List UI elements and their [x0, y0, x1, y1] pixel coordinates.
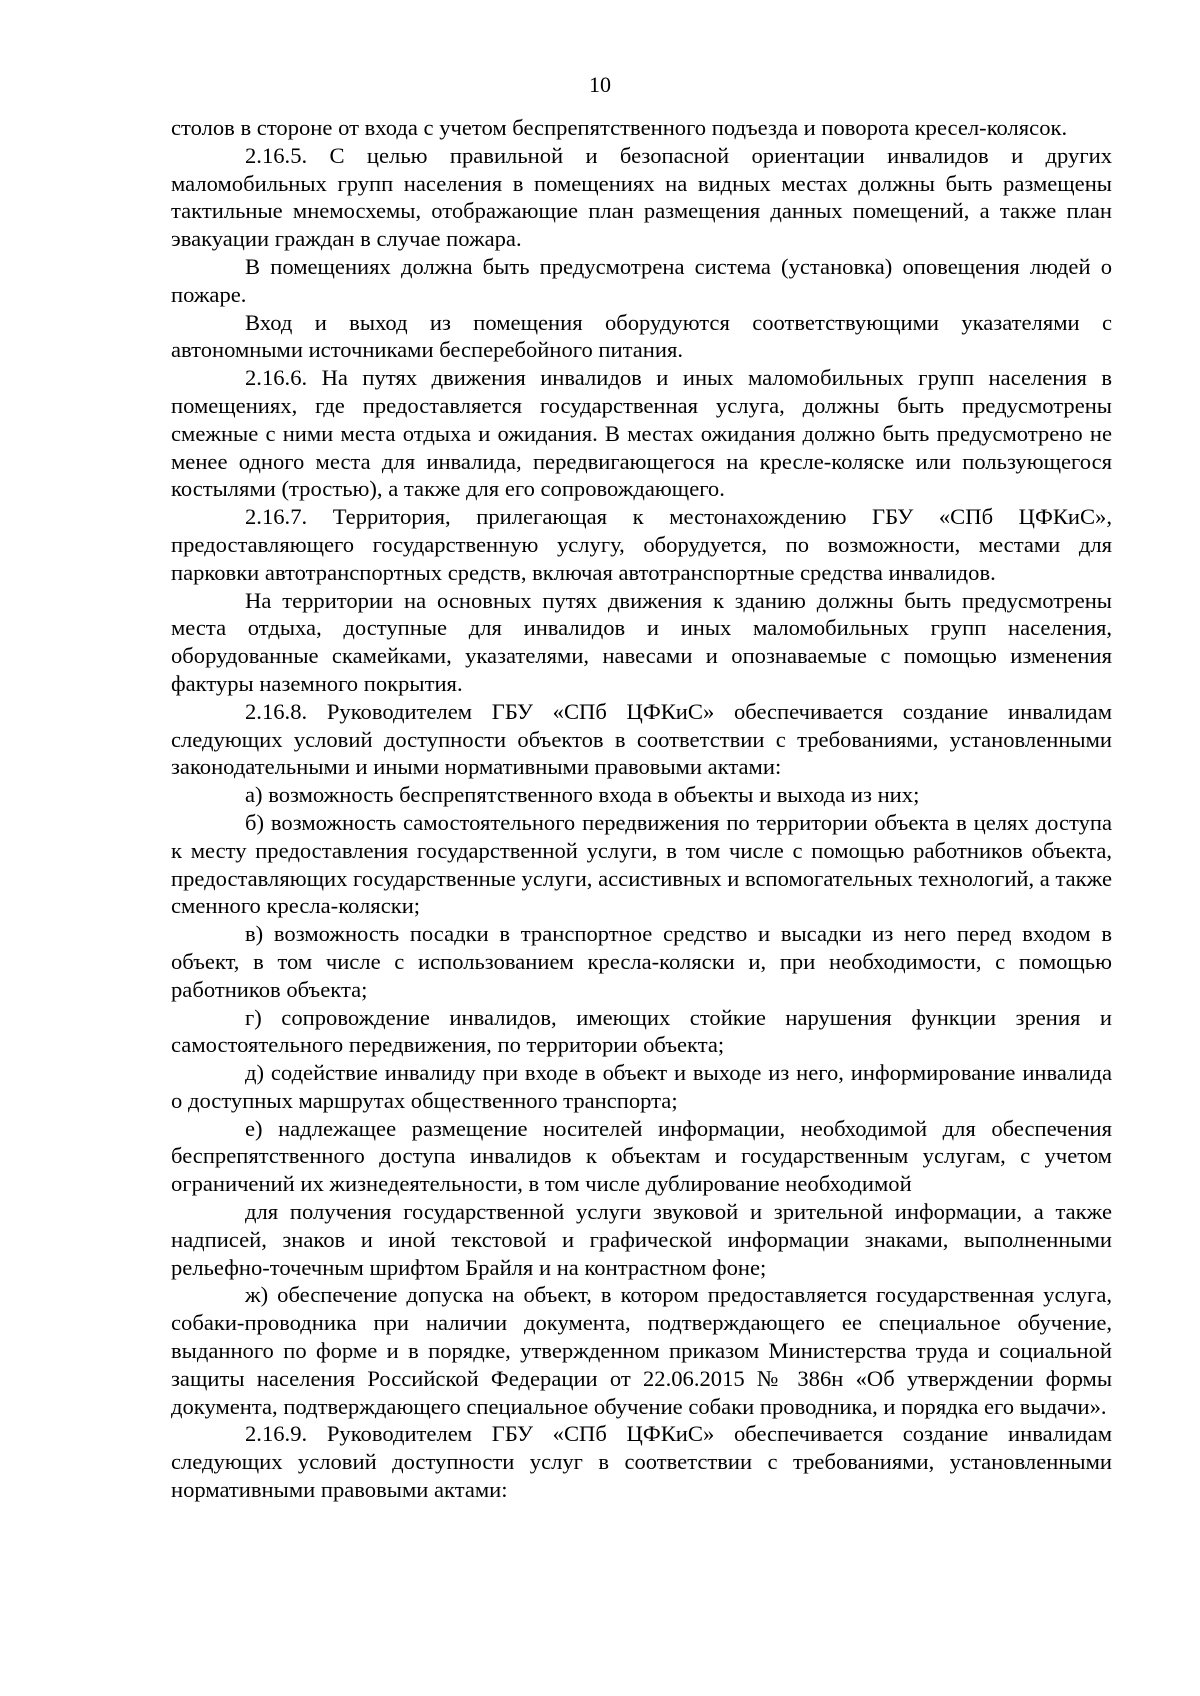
list-item-continuation: для получения государственной услуги звуковой и зрительной информации, а также надписей, знаков и иной текстовой и графической информации знаками, выполненными рельефно-точечным шрифтом Брайля и на контрастном фоне; [171, 1199, 1112, 1280]
list-item: а) возможность беспрепятственного входа в объекты и выхода из них; [245, 782, 920, 808]
paragraph: На территории на основных путях движения к зданию должны быть предусмотрены места отдыха, доступные для инвалидов и иных маломобильных групп населения, оборудованные скамейками, указателями, навесами и опознаваемые с помощью изменения фактуры наземного покрытия. [171, 587, 1112, 696]
paragraph: В помещениях должна быть предусмотрена система (установка) оповещения людей о пожаре. [171, 253, 1112, 307]
list-item: д) содействие инвалиду при входе в объект и выходе из него, информирование инвалида о доступных маршрутах общественного транспорта; [171, 1060, 1112, 1113]
list-item: в) возможность посадки в транспортное средство и высадки из него перед входом в объект, в том числе с использованием кресла-коляски и, при необходимости, с помощью работников объекта; [171, 921, 1112, 1002]
paragraph: 2.16.8. Руководителем ГБУ «СПб ЦФКиС» обеспечивается создание инвалидам следующих условий доступности объектов в соответствии с требованиями, установленными законодательными и иными нормативными правовыми актами: [171, 698, 1112, 780]
paragraph: Вход и выход из помещения оборудуются соответствующими указателями с автономными источниками бесперебойного питания. [171, 309, 1112, 363]
list-item: г) сопровождение инвалидов, имеющих стойкие нарушения функции зрения и самостоятельного передвижения, по территории объекта; [171, 1004, 1112, 1058]
page-number: 10 [589, 72, 611, 97]
list-item: б) возможность самостоятельного передвижения по территории объекта в целях доступа к месту предоставления государственной услуги, в том числе с помощью работников объекта, предоставляющих государственные услуги, ассистивных и вспомогательных технологий, а также сменного кресла-коляски; [171, 809, 1112, 919]
paragraph: 2.16.5. С целью правильной и безопасной ориентации инвалидов и других маломобильных групп населения в помещениях на видных местах должны быть размещены тактильные мнемосхемы, отображающие план размещения данных помещений, а также план эвакуации граждан в случае пожара. [171, 142, 1112, 252]
list-item: ж) обеспечение допуска на объект, в котором предоставляется государственная услуга, собаки-проводника при наличии документа, подтверждающего ее специальное обучение, выданного по форме и в порядке, утвержденном приказом Министерства труда и социальной защиты населения Российской Федерации от 22.06.2015 № 386н «Об утверждении формы документа, подтверждающего специальное обучение собаки проводника, и порядка его выдачи». [171, 1282, 1112, 1419]
paragraph: столов в стороне от входа с учетом беспрепятственного подъезда и поворота кресел-колясок. [171, 115, 1068, 140]
paragraph: 2.16.7. Территория, прилегающая к местонахождению ГБУ «СПб ЦФКиС», предоставляющего государственную услугу, оборудуется, по возможности, местами для парковки автотранспортных средств, включая автотранспортные средства инвалидов. [171, 504, 1112, 585]
list-item: е) надлежащее размещение носителей информации, необходимой для обеспечения беспрепятственного доступа инвалидов к объектам и государственным услугам, с учетом ограничений их жизнедеятельности, в том числе дублирование необходимой [171, 1115, 1112, 1197]
document-body [171, 114, 1112, 1504]
paragraph: 2.16.9. Руководителем ГБУ «СПб ЦФКиС» обеспечивается создание инвалидам следующих условий доступности услуг в соответствии с требованиями, установленными нормативными правовыми актами: [171, 1421, 1112, 1503]
paragraph: 2.16.6. На путях движения инвалидов и иных маломобильных групп населения в помещениях, где предоставляется государственная услуга, должны быть предусмотрены смежные с ними места отдыха и ожидания. В местах ожидания должно быть предусмотрено не менее одного места для инвалида, передвигающегося на кресле-коляске или пользующегося костылями (тростью), а также для его сопровождающего. [171, 365, 1112, 502]
